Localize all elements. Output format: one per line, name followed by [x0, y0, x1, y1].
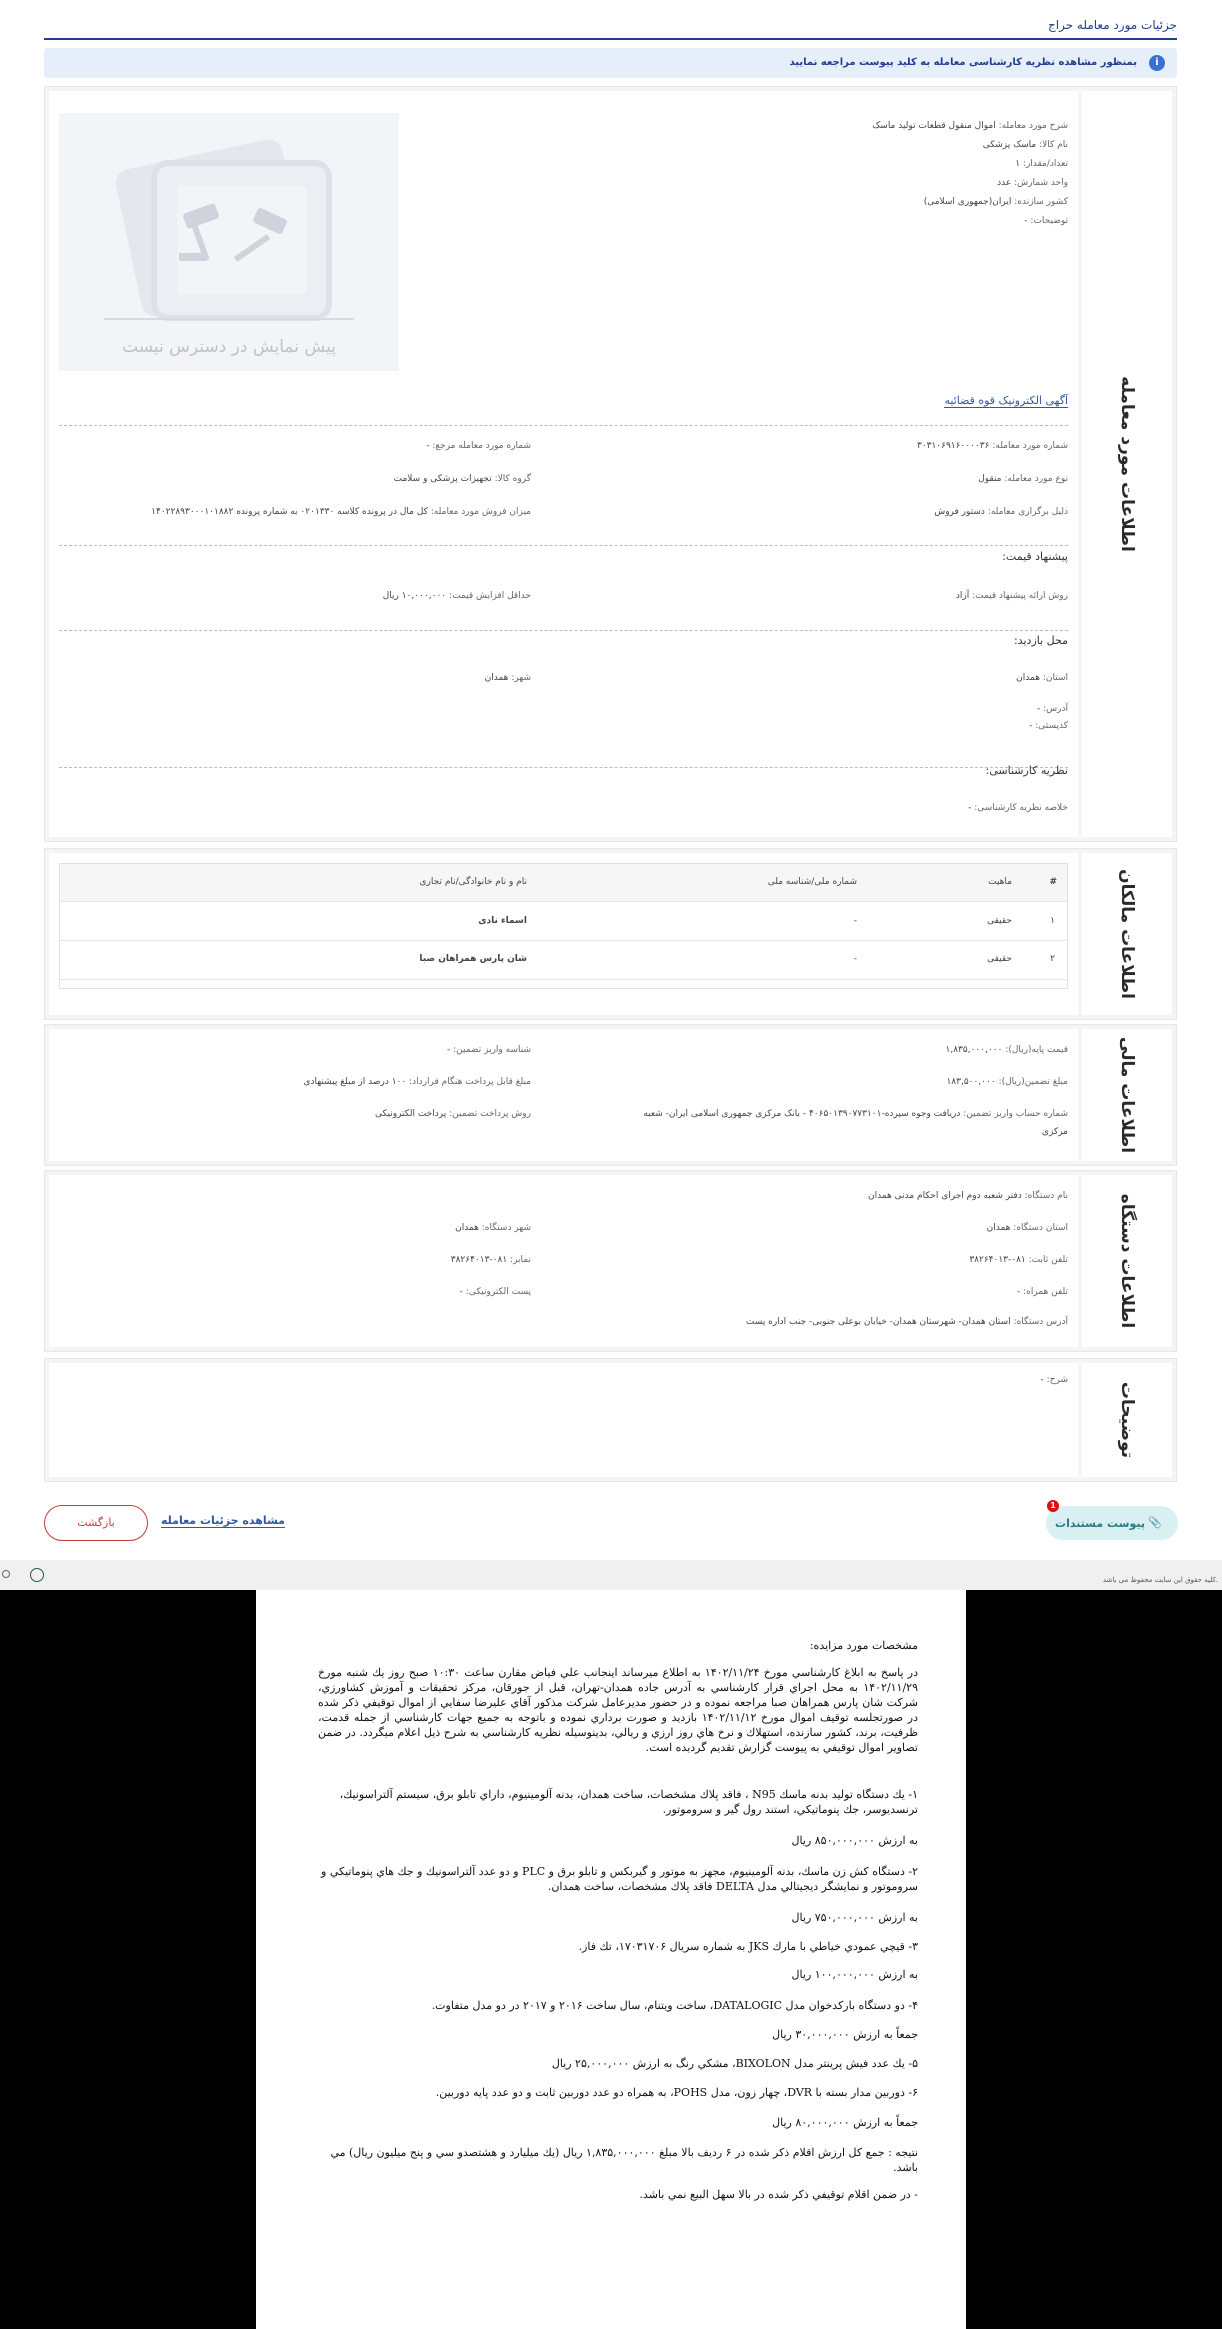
office-fax-value: ۰۸۱-۳۸۲۶۴۰۱۳: [450, 1255, 508, 1265]
office-mobile-label: تلفن همراه:: [1023, 1287, 1068, 1297]
divider: [59, 630, 1068, 631]
office-name-value: دفتر شعبه دوم اجرای احکام مدنی همدان: [867, 1191, 1022, 1201]
item-name-label: نام کالا:: [1039, 140, 1068, 150]
office-name-label: نام دستگاه:: [1024, 1191, 1068, 1201]
doc-item-3-value: به ارزش ۱۰۰,۰۰۰,۰۰۰ ريال: [791, 1968, 918, 1981]
sale-amount-value: کل مال در پرونده کلاسه ۰۲۰۱۳۳۰ به شماره پرونده ۱۴۰۲۲۸۹۳۰۰۰۱۰۱۸۸۲: [151, 507, 428, 517]
owners-body: [49, 853, 1078, 1015]
desc-row: [872, 121, 1068, 131]
item-group-label: گروه کالا:: [494, 474, 531, 484]
qty-row: [1015, 159, 1068, 169]
deal-type-value: منقول: [978, 474, 1002, 484]
offer-title: پیشنهاد قیمت:: [1002, 550, 1068, 563]
office-fax-row: [451, 1255, 531, 1265]
doc-item-6: ۶- دوربين مدار بسته با DVR، چهار زون، مدل POHS، به همراه دو عدد دوربين ثابت و دو عدد پايه دوربين.: [435, 2086, 918, 2099]
settings-icon[interactable]: [2, 1570, 10, 1578]
page-header: [44, 14, 1177, 40]
description-rail: [1082, 1363, 1172, 1477]
base-price-value: ۱,۸۳۵,۰۰۰,۰۰۰: [945, 1045, 1003, 1055]
office-title: اطلاعات دستگاه: [1117, 1193, 1137, 1329]
doc-item-2-value: به ارزش ۷۵۰,۰۰۰,۰۰۰ ريال: [791, 1911, 918, 1924]
office-city-row: [455, 1223, 531, 1233]
office-province-label: استان دستگاه:: [1013, 1223, 1068, 1233]
unit-label: واحد شمارش:: [1014, 178, 1068, 188]
min-increase-value: ۱۰,۰۰۰,۰۰۰ ریال: [382, 591, 447, 601]
footer: [0, 1560, 1222, 1590]
office-province-row: [987, 1223, 1068, 1233]
payment-method-label: روش پرداخت تضمین:: [449, 1109, 531, 1119]
offer-method-row: [956, 591, 1068, 601]
row1-index: ۱: [1050, 916, 1055, 926]
country-value: ایران(جمهوری اسلامی): [923, 197, 1012, 207]
visit-address-value: -: [1037, 704, 1041, 714]
row2-id: -: [853, 954, 857, 964]
ref-number-value: -: [426, 441, 430, 451]
deal-type-row: [978, 474, 1068, 484]
qty-value: ۱: [1015, 159, 1021, 169]
row1-type: حقیقی: [987, 916, 1012, 926]
paperclip-icon: 📎: [1148, 1516, 1162, 1529]
payable-value: ۱۰۰ درصد از مبلغ پیشنهادی: [303, 1077, 407, 1087]
reason-value: دستور فروش: [934, 507, 985, 517]
sale-amount-row: [151, 507, 531, 517]
visit-postal-label: کدپستی:: [1035, 721, 1068, 731]
attachments-button[interactable]: [1046, 1501, 1178, 1540]
payment-method-value: پرداخت الکترونیکی: [375, 1109, 447, 1119]
col-type: ماهیت: [988, 877, 1012, 887]
unit-value: عدد: [997, 178, 1012, 188]
item-group-value: تجهیزات پزشکی و سلامت: [393, 474, 492, 484]
ref-number-row: [426, 441, 531, 451]
account-row: [643, 1109, 1068, 1119]
emblem-icon: [30, 1568, 44, 1582]
guarantee-value: ۱۸۳,۵۰۰,۰۰۰: [946, 1077, 996, 1087]
offer-method-value: آزاد: [955, 591, 970, 601]
office-rail: [1082, 1175, 1172, 1347]
office-phone-label: تلفن ثابت:: [1028, 1255, 1068, 1265]
country-row: [924, 197, 1068, 207]
offer-method-label: روش ارائه پیشنهاد قیمت:: [972, 591, 1068, 601]
office-mobile-row: [1017, 1287, 1068, 1297]
base-price-label: قیمت پایه(ریال):: [1005, 1045, 1068, 1055]
deal-details-link[interactable]: مشاهده جزئیات معامله: [161, 1514, 285, 1527]
office-phone-value: ۰۸۱-۳۸۲۶۴۰۱۳: [969, 1255, 1026, 1265]
visit-province-label: استان:: [1042, 673, 1068, 683]
doc-heading: مشخصات مورد مزایده:: [809, 1639, 918, 1652]
financial-card: [44, 1024, 1177, 1166]
sale-amount-label: میزان فروش مورد معامله:: [430, 507, 531, 517]
divider: [59, 767, 1068, 768]
judiciary-ad-link[interactable]: آگهی الکترونیک قوه قضائیه: [944, 394, 1068, 407]
page-title: جزئیات مورد معامله حراج: [1038, 18, 1177, 32]
payment-method-row: [375, 1109, 531, 1119]
deal-number-label: شماره مورد معامله:: [992, 441, 1068, 451]
ref-number-label: شماره مورد معامله مرجع:: [432, 441, 531, 451]
office-city-value: همدان: [455, 1223, 479, 1233]
placeholder-text: پیش نمایش در دسترس نیست: [122, 337, 336, 357]
visit-title: محل بازدید:: [1014, 634, 1068, 647]
row-divider: [60, 901, 1067, 902]
reason-label: دلیل برگزاری معامله:: [987, 507, 1068, 517]
office-body: [49, 1175, 1078, 1347]
office-card: [44, 1170, 1177, 1352]
office-fax-label: نمابر:: [510, 1255, 531, 1265]
description-body: [49, 1363, 1078, 1477]
image-placeholder: [59, 113, 399, 371]
visit-province-value: همدان: [1016, 673, 1040, 683]
deal-info-body: [49, 91, 1078, 837]
doc-note: - در ضمن اقلام توقيفي ذكر شده در بالا سهل البيع نمي باشد.: [639, 2188, 918, 2201]
doc-item-4-value: جمعاً به ارزش ۳۰,۰۰۰,۰۰۰ ريال: [772, 2028, 918, 2041]
qty-label: تعداد/مقدار:: [1022, 159, 1068, 169]
owners-card: [44, 848, 1177, 1020]
item-group-row: [394, 474, 531, 484]
item-name-value: ماسک پزشکی: [982, 140, 1037, 150]
deal-type-label: نوع مورد معامله:: [1004, 474, 1068, 484]
deal-number-value: ۳۰۳۱۰۶۹۱۶۰۰۰۰۳۶: [916, 441, 990, 451]
deal-info-rail: [1082, 91, 1172, 837]
row-divider: [60, 979, 1067, 980]
visit-city-row: [485, 673, 531, 683]
expert-summary-row: [968, 803, 1068, 813]
row1-id: -: [853, 916, 857, 926]
visit-city-label: شهر:: [511, 673, 531, 683]
office-phone-row: [969, 1255, 1068, 1265]
copyright-text: کلیه حقوق این سایت محفوظ می باشد.: [1102, 1576, 1218, 1584]
doc-item-4: ۴- دو دستگاه باركدخوان مدل DATALOGIC، ساخت ويتنام، سال ساخت ۲۰۱۶ و ۲۰۱۷ در دو مدل متفاوت.: [431, 1999, 918, 2012]
doc-item-1-value: به ارزش ۸۵۰,۰۰۰,۰۰۰ ريال: [791, 1834, 918, 1847]
office-province-value: همدان: [986, 1223, 1011, 1233]
office-email-value: -: [459, 1287, 463, 1297]
doc-intro: در پاسخ به ابلاغ کارشناسي مورخ ۱۴۰۲/۱۱/۲۴ به اطلاع ميرساند اينجانب علي فياض مقارن ساعت ۱۰:۳۰ صبح روز يك شنبه مورخ ۱۴۰۲/۱۱/۲۹ به محل اجراي قرار كارشناسي به آدرس جاده همدان-تهران، قبل از جورقان، مركز تحقيقات و آموزش كشاورزي، شركت شان پارس همراهان صبا مراجعه نموده و در حضور مديرعامل شركت مذكور آقاي عليرضا سفايي از اموال توقيفي ذكر شده در صورتجلسه توقيف اموال مورخ ۱۴۰۲/۱۱/۱۲ بازديد و صورت برداري نموده و باتوجه به جميع جهات كارشناسي از جمله قدمت، ظرفيت، برند، كشور سازنده، استهلاك و نرخ هاي روز ارزي و ريالي، بدينوسيله نظريه كارشناسي به شرح ذيل اعلام ميگردد. در ضمن تصاوير اموال توقيفي به پيوست گزارش تقديم گرديده است.: [318, 1666, 918, 1754]
doc-item-2: ۲- دستگاه كش زن ماسك، بدنه آلومينيوم، مجهز به موتور و گيربكس و تابلو برق و PLC و دو عدد آلتراسونيك و جك هاي پنوماتيكي و سروموتور و نمايشگر ديجيتالي مدل DELTA فاقد پلاك مشخصات، ساخت همدان.: [321, 1865, 918, 1893]
deal-number-row: [917, 441, 1068, 451]
financial-rail: [1082, 1029, 1172, 1161]
row-divider: [60, 940, 1067, 941]
visit-address-row: [1037, 704, 1068, 714]
notice-text: بمنظور مشاهده نظریه کارشناسی معامله به کلید پیوست مراجعه نمایید: [789, 57, 1137, 68]
deposit-id-label: شناسه واریز تضمین:: [453, 1045, 531, 1055]
owners-title: اطلاعات مالکان: [1117, 869, 1137, 999]
row2-index: ۲: [1050, 954, 1055, 964]
doc-item-5: ۵- يك عدد فيش پرينتر مدل BIXOLON، مشكي رنگ به ارزش ۲۵,۰۰۰,۰۰۰ ريال: [551, 2057, 918, 2070]
office-email-label: پست الکترونیکی:: [465, 1287, 531, 1297]
notes-row: [1024, 216, 1068, 226]
financial-title: اطلاعات مالی: [1117, 1036, 1137, 1154]
doc-item-3: ۳- قيچي عمودي خياطي با مارك JKS به شماره سريال ۱۷۰۳۱۷۰۶، تك فاز.: [578, 1940, 918, 1953]
description-label: شرح:: [1046, 1375, 1068, 1385]
doc-result: نتيجه : جمع كل ارزش اقلام ذكر شده در ۶ رديف بالا مبلغ ۱,۸۳۵,۰۰۰,۰۰۰ ريال (يك ميليارد و هشتصدو سي و پنج ميليون ريال) مي باشد.: [330, 2146, 918, 2174]
table-header: [60, 864, 1067, 901]
guarantee-label: مبلغ تضمین(ریال):: [998, 1077, 1068, 1087]
description-title: توضیحات: [1117, 1381, 1137, 1459]
base-price-row: [946, 1045, 1069, 1055]
expert-title: نظریه کارشناسی:: [985, 764, 1068, 777]
info-icon: i: [1149, 55, 1165, 71]
divider: [59, 545, 1068, 546]
notes-value: -: [1024, 216, 1028, 226]
doc-item-1: ۱- يك دستگاه توليد بدنه ماسك N95 ، فاقد پلاك مشخصات، ساخت همدان، بدنه آلومينيوم، داراي تابلو برق، سيستم آلتراسونيك، ترنسديوسر، جك پنوماتيكي، استند رول گير و سروموتور.: [339, 1788, 918, 1816]
expert-summary-label: خلاصه نظریه کارشناسی:: [974, 803, 1068, 813]
document-page: [256, 1590, 966, 2329]
office-mobile-value: -: [1016, 1287, 1021, 1297]
office-address-row: [746, 1317, 1068, 1327]
desc-value: اموال منقول قطعات تولید ماسک: [872, 121, 996, 131]
row1-name: اسماء نادی: [478, 916, 527, 926]
office-address-value: استان همدان- شهرستان همدان- خیابان بوعلی جنوبی- جنب اداره پست: [745, 1317, 1011, 1327]
notice-bar: [44, 48, 1177, 78]
deposit-id-value: -: [447, 1045, 451, 1055]
deposit-id-row: [447, 1045, 531, 1055]
col-name: نام و نام خانوادگی/نام تجاری: [419, 877, 527, 887]
guarantee-row: [946, 1077, 1068, 1087]
attachments-badge: 1: [1047, 1500, 1059, 1512]
account-value: دریافت وجوه سپرده-۴۰۶۵۰۱۳۹۰۷۷۳۱۰۱ - بانک مرکزی جمهوری اسلامی ایران- شعبه: [643, 1109, 961, 1119]
financial-body: [49, 1029, 1078, 1161]
divider: [59, 425, 1068, 426]
back-button[interactable]: بازگشت: [44, 1505, 148, 1541]
visit-postal-row: [1029, 721, 1068, 731]
desc-label: شرح مورد معامله:: [998, 121, 1068, 131]
office-address-label: آدرس دستگاه:: [1013, 1317, 1068, 1327]
visit-address-label: آدرس:: [1043, 704, 1068, 714]
attachments-label: پیوست مستندات: [1055, 1517, 1145, 1530]
unit-row: [997, 178, 1068, 188]
description-card: [44, 1358, 1177, 1482]
row2-type: حقیقی: [987, 954, 1012, 964]
col-index: #: [1049, 877, 1057, 887]
account-row-cont: مرکزی: [1041, 1127, 1068, 1137]
visit-postal-value: -: [1029, 721, 1033, 731]
visit-province-row: [1016, 673, 1068, 683]
col-national-id: شماره ملی/شناسه ملی: [767, 877, 857, 887]
office-name-row: [868, 1191, 1068, 1201]
payable-label: مبلغ قابل پرداخت هنگام قرارداد:: [409, 1077, 531, 1087]
expert-summary-value: -: [968, 803, 972, 813]
reason-row: [934, 507, 1068, 517]
visit-city-value: همدان: [484, 673, 509, 683]
deal-info-card: [44, 86, 1177, 842]
owners-table: [59, 863, 1068, 989]
deal-info-title: اطلاعات مورد معامله: [1117, 376, 1137, 552]
row2-name: شان پارس همراهان صبا: [419, 954, 527, 964]
notes-label: توضیحات:: [1030, 216, 1068, 226]
document-viewer: [0, 1590, 1222, 2329]
payable-row: [303, 1077, 531, 1087]
description-value: -: [1040, 1375, 1044, 1385]
country-label: کشور سازنده:: [1014, 197, 1068, 207]
description-row: [1041, 1375, 1068, 1385]
owners-rail: [1082, 853, 1172, 1015]
gavel-placeholder-icon: [59, 113, 399, 371]
account-label: شماره حساب واریز تضمین:: [963, 1109, 1068, 1119]
min-increase-label: حداقل افزایش قیمت:: [449, 591, 531, 601]
office-email-row: [460, 1287, 531, 1297]
office-city-label: شهر دستگاه:: [481, 1223, 531, 1233]
min-increase-row: [383, 591, 531, 601]
item-name-row: [983, 140, 1068, 150]
doc-item-6-value: جمعاً به ارزش ۸۰,۰۰۰,۰۰۰ ريال: [772, 2116, 918, 2129]
